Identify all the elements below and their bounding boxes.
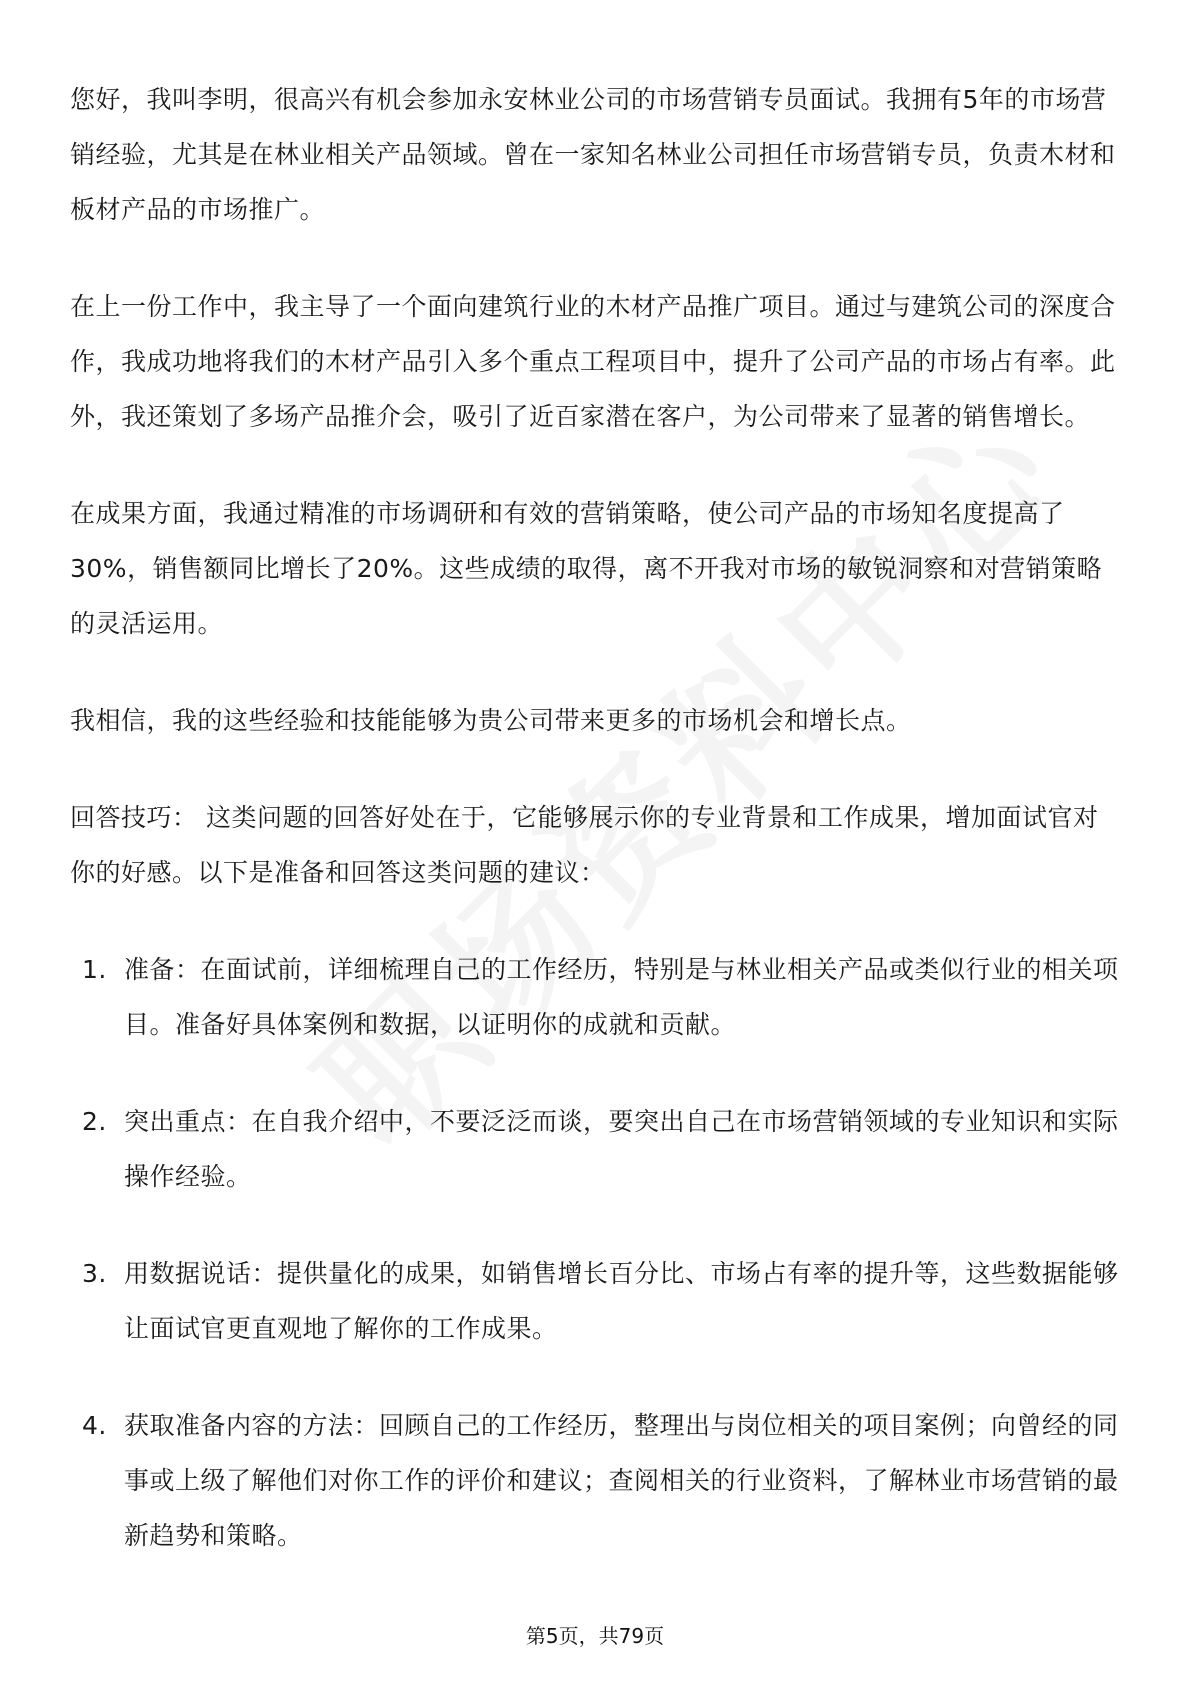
list-item — [70, 1246, 1120, 1356]
paragraph-tips-intro: 回答技巧： 这类问题的回答好处在于，它能够展示你的专业背景和工作成果，增加面试官对你的好感。以下是准备和回答这类问题的建议： — [70, 803, 1099, 887]
paragraph-results: 在成果方面，我通过精准的市场调研和有效的营销策略，使公司产品的市场知名度提高了30%，销售额同比增长了20%。这些成绩的取得，离不开我对市场的敏锐洞察和对营销策略的灵活运用。 — [70, 499, 1103, 638]
list-item-number: 3. — [82, 1259, 107, 1288]
list-item-number: 4. — [82, 1411, 107, 1440]
list-item-text: 准备：在面试前，详细梳理自己的工作经历，特别是与林业相关产品或类似行业的相关项目。准备好具体案例和数据，以证明你的成就和贡献。 — [124, 955, 1119, 1039]
list-item-text: 突出重点：在自我介绍中，不要泛泛而谈，要突出自己在市场营销领域的专业知识和实际操作经验。 — [124, 1107, 1119, 1191]
document-body — [70, 72, 1120, 1605]
paragraph-closing: 我相信，我的这些经验和技能能够为贵公司带来更多的市场机会和增长点。 — [70, 706, 912, 735]
list-item-number: 1. — [82, 955, 107, 984]
list-item — [70, 1398, 1120, 1563]
paragraph-experience: 在上一份工作中，我主导了一个面向建筑行业的木材产品推广项目。通过与建筑公司的深度合作，我成功地将我们的木材产品引入多个重点工程项目中，提升了公司产品的市场占有率。此外，我还策划了多场产品推介会，吸引了近百家潜在客户，为公司带来了显著的销售增长。 — [70, 292, 1116, 431]
list-item — [70, 942, 1120, 1052]
list-item-number: 2. — [82, 1107, 107, 1136]
list-item-text: 用数据说话：提供量化的成果，如销售增长百分比、市场占有率的提升等，这些数据能够让面试官更直观地了解你的工作成果。 — [124, 1259, 1119, 1343]
paragraph-intro: 您好，我叫李明，很高兴有机会参加永安林业公司的市场营销专员面试。我拥有5年的市场营销经验，尤其是在林业相关产品领域。曾在一家知名林业公司担任市场营销专员，负责木材和板材产品的市场推广。 — [70, 85, 1116, 224]
list-item-text: 获取准备内容的方法：回顾自己的工作经历，整理出与岗位相关的项目案例；向曾经的同事或上级了解他们对你工作的评价和建议；查阅相关的行业资料，了解林业市场营销的最新趋势和策略。 — [124, 1411, 1119, 1550]
tips-list — [70, 942, 1120, 1563]
list-item — [70, 1094, 1120, 1204]
page-number: 第5页，共79页 — [525, 1624, 665, 1648]
